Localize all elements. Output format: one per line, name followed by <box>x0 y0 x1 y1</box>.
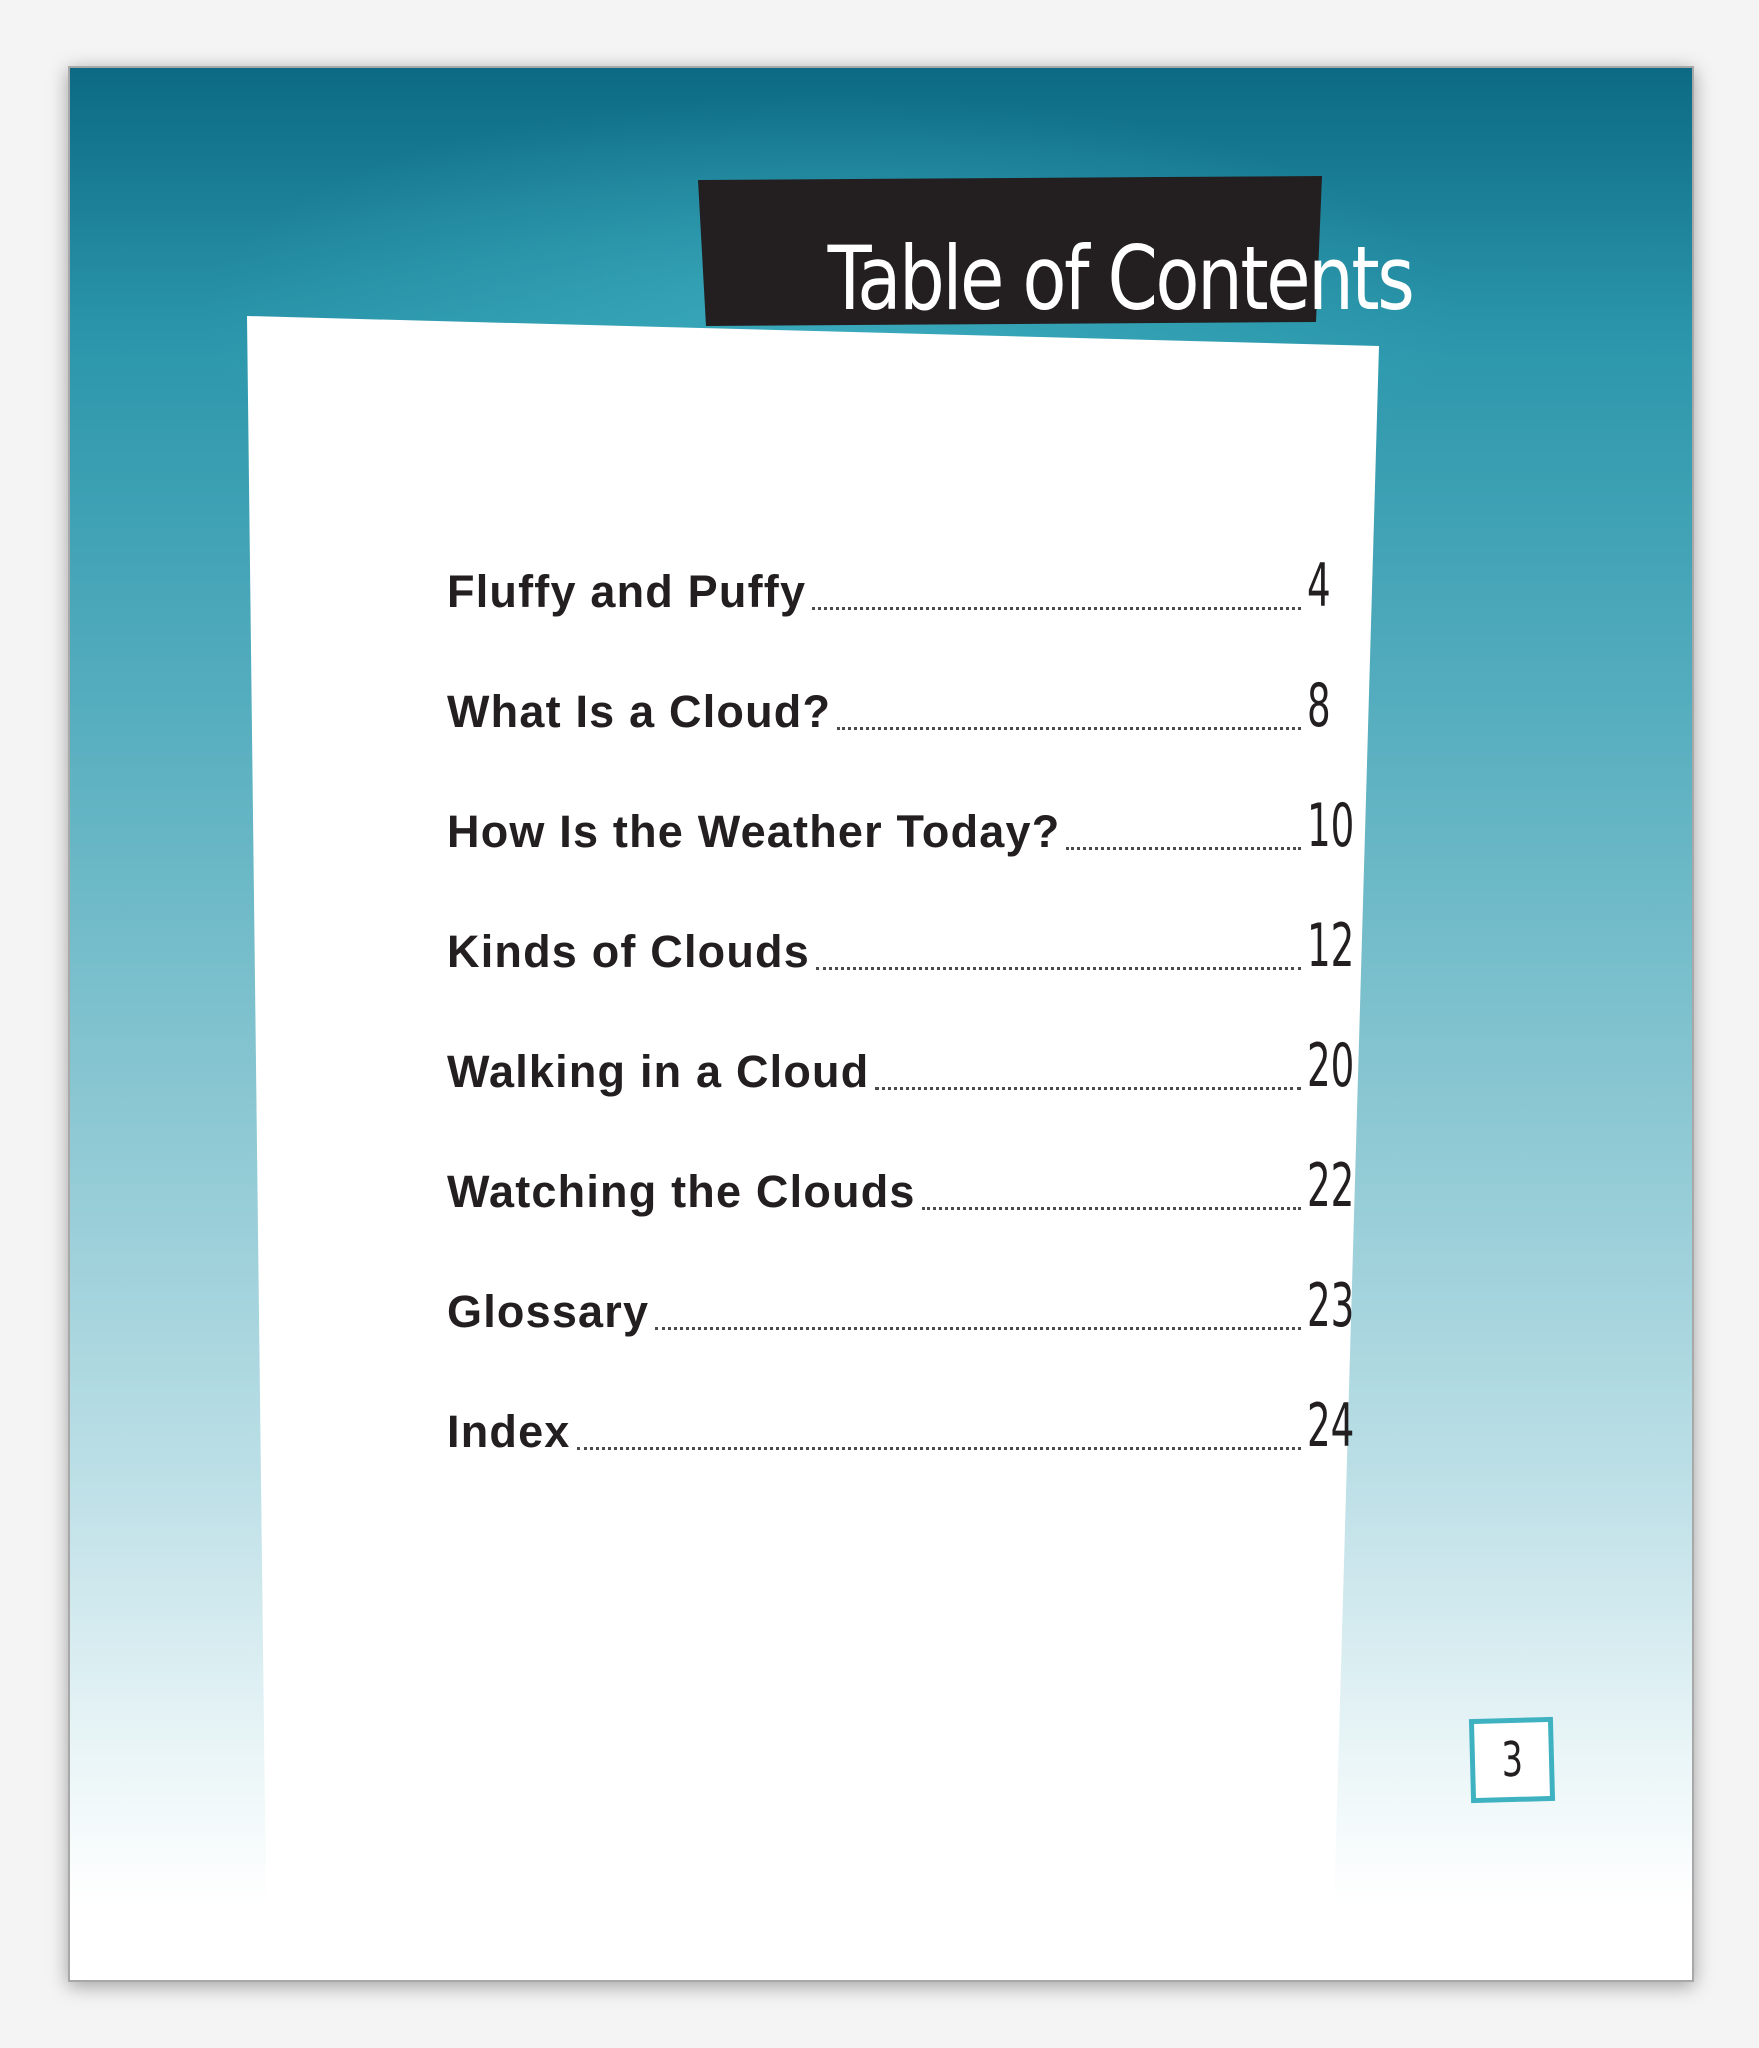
dot-leader <box>1066 847 1301 850</box>
toc-entry-page: 20 <box>1307 1031 1355 1101</box>
toc-entry-title: Glossary <box>447 1286 650 1337</box>
toc-entry-page: 8 <box>1307 671 1331 741</box>
dot-leader <box>837 727 1301 730</box>
dot-leader <box>816 967 1301 970</box>
book-page <box>68 66 1694 1982</box>
page-title: Table of Contents <box>827 226 1413 330</box>
dot-leader <box>577 1447 1301 1450</box>
toc-entry-title: Index <box>447 1406 571 1457</box>
toc-entry[interactable] <box>447 898 1397 981</box>
toc-entry[interactable] <box>447 1258 1397 1341</box>
toc-entry[interactable] <box>447 778 1397 861</box>
toc-entry-title: What Is a Cloud? <box>447 686 832 737</box>
toc-entry[interactable] <box>447 658 1397 741</box>
toc-entry[interactable] <box>447 1018 1397 1101</box>
page-number-badge <box>1469 1717 1555 1803</box>
toc-entry[interactable] <box>447 1378 1397 1461</box>
toc-entry-title: Watching the Clouds <box>447 1166 916 1217</box>
toc-entry-page: 22 <box>1307 1151 1355 1221</box>
dot-leader <box>655 1327 1301 1330</box>
dot-leader <box>922 1207 1301 1210</box>
toc-entry-page: 4 <box>1307 551 1331 621</box>
dot-leader <box>875 1087 1301 1090</box>
toc-entry-page: 10 <box>1307 791 1355 861</box>
toc-entry-page: 24 <box>1307 1391 1355 1461</box>
dot-leader <box>812 607 1301 610</box>
toc-entry-title: Walking in a Cloud <box>447 1046 870 1097</box>
toc-entry-page: 12 <box>1307 911 1355 981</box>
toc-entry[interactable] <box>447 1138 1397 1221</box>
page-number: 3 <box>1500 1731 1524 1789</box>
toc-entry-title: Fluffy and Puffy <box>447 566 807 617</box>
toc-entry-title: How Is the Weather Today? <box>447 806 1061 857</box>
toc-entry[interactable] <box>447 538 1397 621</box>
toc-entry-page: 23 <box>1307 1271 1355 1341</box>
toc-entry-title: Kinds of Clouds <box>447 926 810 977</box>
